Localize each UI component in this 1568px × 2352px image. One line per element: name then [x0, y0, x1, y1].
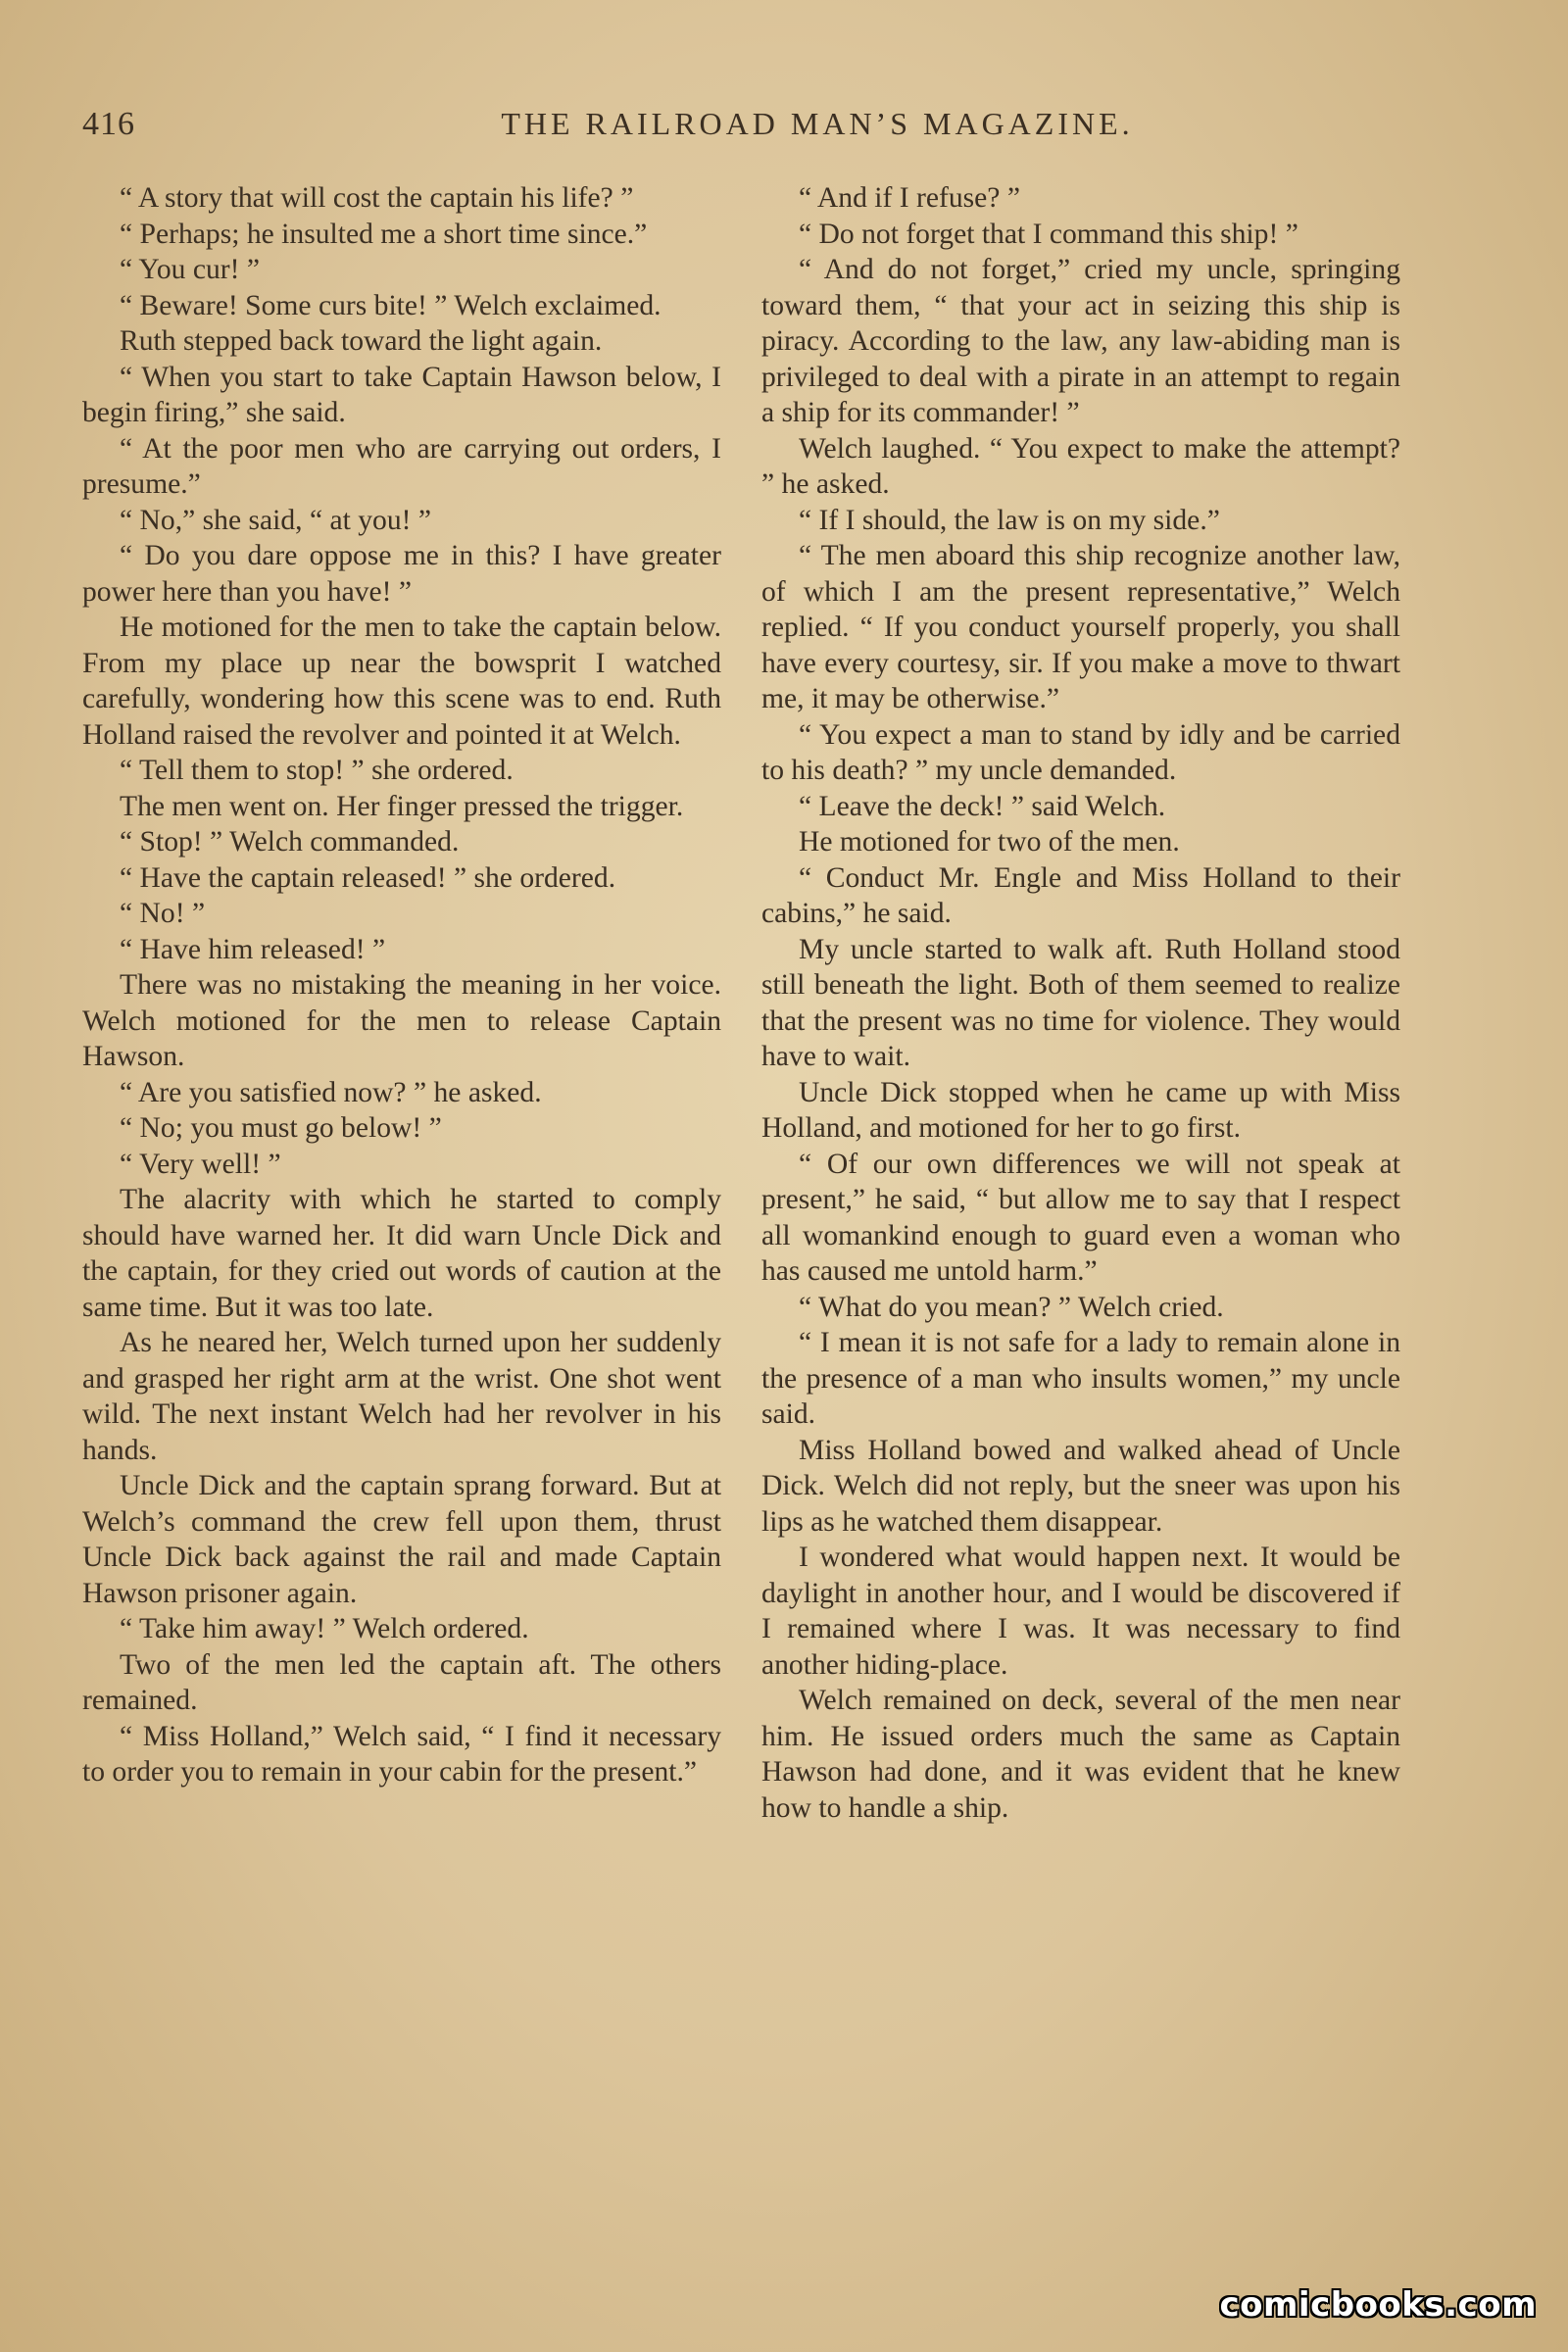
paragraph: “ Take him away! ” Welch ordered. — [120, 1613, 529, 1644]
paragraph: “ Do you dare oppose me in this? I have greater power here than you have! ” — [82, 540, 721, 608]
paragraph: I wondered what would happen next. It would be daylight in another hour, and I would be discovered if I remained where I was. It was necessary to find another hiding-place. — [761, 1542, 1400, 1681]
paragraph: As he neared her, Welch turned upon her suddenly and grasped her right arm at the wrist. One shot went wild. The next instant Welch had her revolver in his hands. — [82, 1327, 721, 1466]
paragraph: “ Do not forget that I command this ship! ” — [799, 218, 1298, 250]
paragraph: Two of the men led the captain aft. The others remained. — [82, 1648, 721, 1716]
paragraph: “ Have the captain released! ” she ordered. — [120, 861, 616, 894]
paragraph: “ Leave the deck! ” said Welch. — [799, 790, 1166, 822]
paragraph: “ A story that will cost the captain his life? ” — [120, 182, 634, 214]
paragraph: “ And if I refuse? ” — [799, 182, 1020, 214]
paragraph: “ Miss Holland,” Welch said, “ I find it necessary to order you to remain in your cabin for the present.” — [82, 1720, 721, 1788]
paragraph: “ Very well! ” — [120, 1148, 281, 1180]
right-column — [761, 180, 1400, 1826]
paragraph: There was no mistaking the meaning in her voice. Welch motioned for the men to release Captain Hawson. — [82, 969, 721, 1072]
paragraph: “ What do you mean? ” Welch cried. — [799, 1291, 1224, 1323]
paragraph: “ Are you satisfied now? ” he asked. — [120, 1076, 542, 1108]
paragraph: “ Tell them to stop! ” she ordered. — [120, 755, 514, 786]
paragraph: “ When you start to take Captain Hawson below, I begin firing,” she said. — [82, 361, 721, 428]
paragraph: “ No! ” — [120, 898, 206, 929]
paragraph: “ The men aboard this ship recognize another law, of which I am the present representative,” Welch replied. “ If you conduct yourself properly, you shall have every courtesy, sir. If you make a move to thwart me, it may be otherwise.” — [761, 540, 1400, 714]
paragraph: “ You expect a man to stand by idly and be carried to his death? ” my uncle demanded. — [761, 718, 1400, 786]
paragraph: Welch remained on deck, several of the men near him. He issued orders much the same as Captain Hawson had done, and it was evident that he knew how to handle a ship. — [761, 1685, 1400, 1824]
paragraph: “ No; you must go below! ” — [120, 1112, 442, 1144]
paragraph: He motioned for the men to take the captain below. From my place up near the bowsprit I watched carefully, wondering how this scene was to end. Ruth Holland raised the revolver and pointed it at Welch. — [82, 612, 721, 751]
left-column — [82, 180, 721, 1790]
paragraph: “ Have him released! ” — [120, 933, 386, 965]
paragraph: “ No,” she said, “ at you! ” — [120, 504, 432, 536]
paragraph: “ Of our own differences we will not speak at present,” he said, “ but allow me to say that I respect all womankind enough to guard even a woman who has caused me untold harm.” — [761, 1148, 1400, 1287]
paragraph: “ Perhaps; he insulted me a short time since.” — [120, 218, 648, 250]
paragraph: Welch laughed. “ You expect to make the attempt? ” he asked. — [761, 432, 1400, 500]
page-number: 416 — [82, 106, 135, 142]
paragraph: He motioned for two of the men. — [799, 826, 1180, 858]
paragraph: “ You cur! ” — [120, 254, 261, 285]
paragraph: “ If I should, the law is on my side.” — [799, 504, 1220, 536]
paragraph: The alacrity with which he started to comply should have warned her. It did warn Uncle Dick and the captain, for they cried out words of caution at the same time. But it was too late. — [82, 1184, 721, 1323]
paragraph: “ At the poor men who are carrying out orders, I presume.” — [82, 432, 721, 500]
paragraph: Miss Holland bowed and walked ahead of Uncle Dick. Welch did not reply, but the sneer was upon his lips as he watched them disappear. — [761, 1434, 1400, 1538]
paragraph: Uncle Dick and the captain sprang forward. But at Welch’s command the crew fell upon them, thrust Uncle Dick back against the rail and made Captain Hawson prisoner again. — [82, 1470, 721, 1609]
paragraph: “ Conduct Mr. Engle and Miss Holland to their cabins,” he said. — [761, 861, 1400, 929]
watermark: comicbooks.com — [1219, 2285, 1537, 2325]
paragraph: “ I mean it is not safe for a lady to remain alone in the presence of a man who insults women,” my uncle said. — [761, 1327, 1400, 1430]
paragraph: “ And do not forget,” cried my uncle, springing toward them, “ that your act in seizing this ship is piracy. According to the law, any law-abiding man is privileged to deal with a pirate in an attempt to regain a ship for its commander! ” — [761, 254, 1400, 428]
paragraph: My uncle started to walk aft. Ruth Holland stood still beneath the light. Both of them seemed to realize that the present was no time for violence. They would have to wait. — [761, 933, 1400, 1072]
paragraph: Ruth stepped back toward the light again. — [120, 325, 603, 357]
paragraph: “ Stop! ” Welch commanded. — [120, 826, 460, 858]
paragraph: “ Beware! Some curs bite! ” Welch exclaimed. — [120, 289, 662, 321]
running-title: THE RAILROAD MAN’S MAGAZINE. — [501, 106, 1134, 141]
page-header — [82, 106, 1411, 155]
paragraph: The men went on. Her finger pressed the trigger. — [120, 790, 684, 822]
paragraph: Uncle Dick stopped when he came up with Miss Holland, and motioned for her to go first. — [761, 1076, 1400, 1144]
